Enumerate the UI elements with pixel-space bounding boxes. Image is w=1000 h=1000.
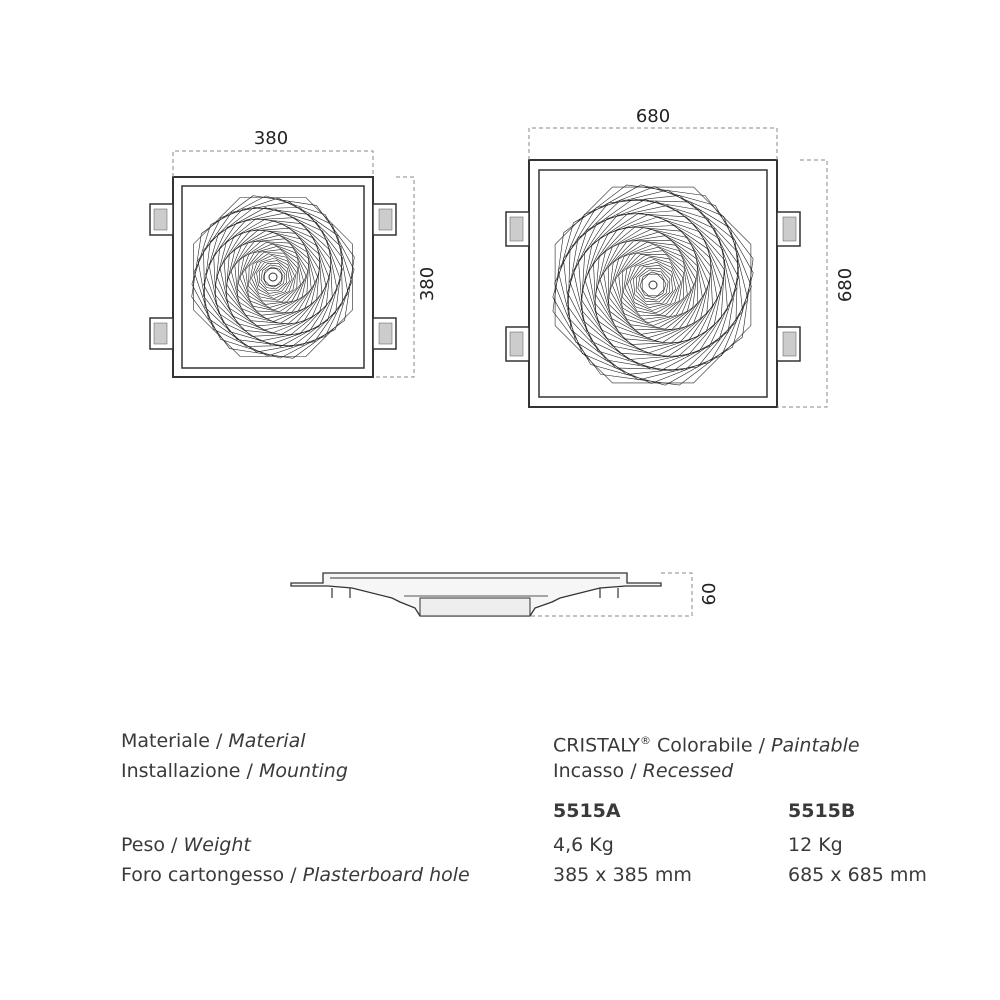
small-panel-front-view (150, 128, 438, 377)
large-panel-front-view (506, 106, 856, 407)
large-height-label: 680 (835, 267, 856, 303)
small-mounting-tab-right-bottom (373, 318, 396, 349)
material-label: Materiale / Material (121, 730, 306, 752)
small-height-label: 380 (417, 266, 438, 302)
weight-a-value: 4,6 Kg (553, 834, 614, 856)
material-value: CRISTALY® Colorabile / Paintable (553, 734, 860, 757)
side-height-label: 60 (699, 582, 720, 606)
small-center-hole (269, 273, 277, 281)
small-mounting-tab-left-top (150, 204, 173, 235)
large-height-dimension-line (777, 160, 827, 407)
side-profile-base (420, 598, 530, 616)
large-mounting-tab-right-bottom (777, 327, 800, 361)
hole-b-value: 685 x 685 mm (788, 864, 927, 886)
large-mounting-tab-left-bottom (506, 327, 529, 361)
mounting-value: Incasso / Recessed (553, 760, 734, 782)
large-mounting-tab-right-top (777, 212, 800, 246)
hole-label: Foro cartongesso / Plasterboard hole (121, 864, 470, 886)
large-width-dimension-line (529, 128, 777, 160)
small-width-dimension-line (173, 151, 373, 177)
large-mounting-tab-left-top (506, 212, 529, 246)
model-b-header: 5515B (788, 800, 856, 822)
hole-a-value: 385 x 385 mm (553, 864, 692, 886)
side-profile-view (291, 573, 720, 616)
weight-b-value: 12 Kg (788, 834, 843, 856)
mounting-label: Installazione / Mounting (121, 760, 348, 782)
small-mounting-tab-right-top (373, 204, 396, 235)
large-width-label: 680 (635, 106, 671, 127)
weight-label: Peso / Weight (121, 834, 251, 856)
large-center-hole (649, 281, 657, 289)
small-mounting-tab-left-bottom (150, 318, 173, 349)
model-a-header: 5515A (553, 800, 621, 822)
small-width-label: 380 (253, 128, 289, 149)
